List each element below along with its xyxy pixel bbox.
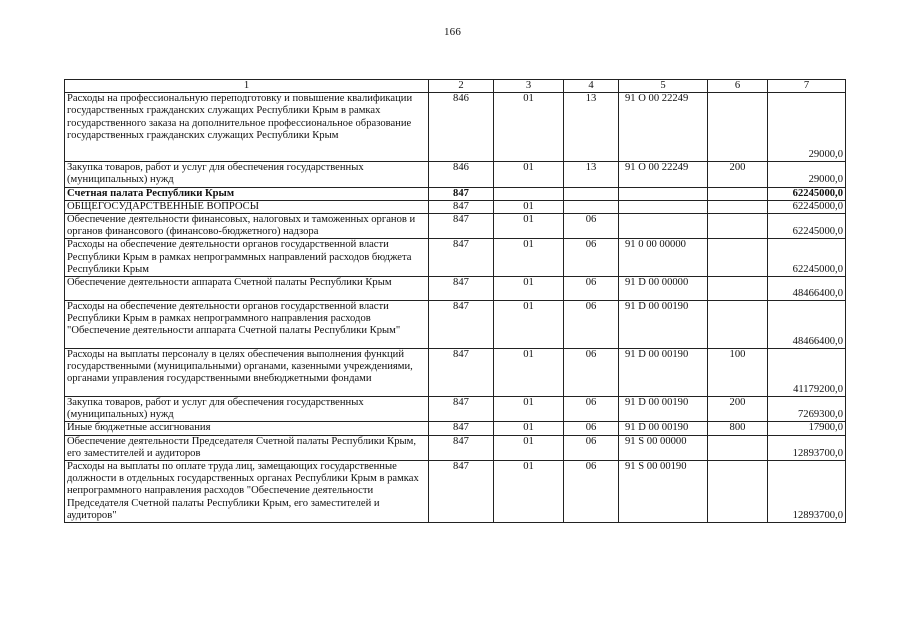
row-code-cell: 847 xyxy=(429,422,494,435)
row-section-cell: 01 xyxy=(494,301,564,349)
row-section-cell: 01 xyxy=(494,397,564,422)
row-subsection-cell: 06 xyxy=(564,301,619,349)
row-expense-type-cell: 200 xyxy=(708,397,768,422)
table-header-row xyxy=(65,80,846,93)
row-target-article-cell: 91 D 00 00000 xyxy=(619,277,708,301)
row-subsection-cell: 06 xyxy=(564,461,619,523)
row-target-article-cell: 91 D 00 00190 xyxy=(619,301,708,349)
row-subsection-cell: 13 xyxy=(564,93,619,162)
row-target-article-cell: 91 D 00 00190 xyxy=(619,397,708,422)
row-section-cell: 01 xyxy=(494,461,564,523)
row-amount-cell: 12893700,0 xyxy=(768,461,846,523)
row-code-cell: 847 xyxy=(429,461,494,523)
row-subsection-cell: 06 xyxy=(564,435,619,460)
row-amount-cell: 17900,0 xyxy=(768,422,846,435)
table-row xyxy=(65,239,846,277)
row-expense-type-cell: 100 xyxy=(708,349,768,397)
row-name-cell: Обеспечение деятельности финансовых, налоговых и таможенных органов и органов финансового (финансово-бюджетного) надзора xyxy=(65,214,429,239)
row-expense-type-cell xyxy=(708,435,768,460)
row-section-cell xyxy=(494,187,564,200)
row-section-cell: 01 xyxy=(494,200,564,213)
row-target-article-cell xyxy=(619,200,708,213)
row-name-cell: Закупка товаров, работ и услуг для обеспечения государственных (муниципальных) нужд xyxy=(65,162,429,187)
header-cell-2: 2 xyxy=(429,80,494,93)
row-subsection-cell: 06 xyxy=(564,397,619,422)
row-amount-cell: 48466400,0 xyxy=(768,301,846,349)
header-cell-4: 4 xyxy=(564,80,619,93)
row-name-cell: Обеспечение деятельности аппарата Счетной палаты Республики Крым xyxy=(65,277,429,301)
row-target-article-cell: 91 S 00 00190 xyxy=(619,461,708,523)
row-amount-cell: 12893700,0 xyxy=(768,435,846,460)
table-row xyxy=(65,93,846,162)
row-section-cell: 01 xyxy=(494,162,564,187)
row-name-cell: Расходы на профессиональную переподготовку и повышение квалификации государственных гражданских служащих Республики Крым в рамках государственного заказа на дополнительное профессиональное образование государственных гражданских служащих Республики Крым xyxy=(65,93,429,162)
row-subsection-cell xyxy=(564,200,619,213)
row-target-article-cell: 91 D 00 00190 xyxy=(619,422,708,435)
table-row xyxy=(65,397,846,422)
row-amount-cell: 29000,0 xyxy=(768,93,846,162)
row-target-article-cell xyxy=(619,214,708,239)
row-expense-type-cell xyxy=(708,187,768,200)
row-name-cell: Закупка товаров, работ и услуг для обеспечения государственных (муниципальных) нужд xyxy=(65,397,429,422)
row-name-cell: Расходы на выплаты по оплате труда лиц, замещающих государственные должности в отдельных государственных органах Республики Крым в рамках непрограммного направления расходов "Обеспечение деятельности Председателя Счетной палаты Республики Крым, его заместителей и аудиторов" xyxy=(65,461,429,523)
row-code-cell: 847 xyxy=(429,301,494,349)
table-row xyxy=(65,435,846,460)
row-amount-cell: 48466400,0 xyxy=(768,277,846,301)
row-name-cell: Иные бюджетные ассигнования xyxy=(65,422,429,435)
row-target-article-cell: 91 0 00 00000 xyxy=(619,239,708,277)
table-row xyxy=(65,277,846,301)
row-section-cell: 01 xyxy=(494,239,564,277)
row-code-cell: 847 xyxy=(429,397,494,422)
row-code-cell: 846 xyxy=(429,162,494,187)
row-section-cell: 01 xyxy=(494,93,564,162)
row-subsection-cell: 06 xyxy=(564,239,619,277)
row-expense-type-cell xyxy=(708,214,768,239)
row-code-cell: 847 xyxy=(429,277,494,301)
header-cell-1: 1 xyxy=(65,80,429,93)
row-subsection-cell: 06 xyxy=(564,214,619,239)
row-expense-type-cell xyxy=(708,277,768,301)
row-code-cell: 847 xyxy=(429,435,494,460)
row-subsection-cell: 13 xyxy=(564,162,619,187)
header-cell-5: 5 xyxy=(619,80,708,93)
row-code-cell: 847 xyxy=(429,239,494,277)
row-target-article-cell: 91 О 00 22249 xyxy=(619,162,708,187)
row-section-cell: 01 xyxy=(494,435,564,460)
row-target-article-cell: 91 D 00 00190 xyxy=(619,349,708,397)
row-expense-type-cell xyxy=(708,200,768,213)
row-expense-type-cell xyxy=(708,461,768,523)
row-amount-cell: 62245000,0 xyxy=(768,239,846,277)
row-name-cell: Расходы на обеспечение деятельности органов государственной власти Республики Крым в рамках непрограммных направлений расходов бюджета Республики Крым xyxy=(65,239,429,277)
row-expense-type-cell: 800 xyxy=(708,422,768,435)
header-cell-3: 3 xyxy=(494,80,564,93)
row-subsection-cell: 06 xyxy=(564,349,619,397)
row-section-cell: 01 xyxy=(494,214,564,239)
row-name-cell: ОБЩЕГОСУДАРСТВЕННЫЕ ВОПРОСЫ xyxy=(65,200,429,213)
row-code-cell: 847 xyxy=(429,187,494,200)
row-section-cell: 01 xyxy=(494,277,564,301)
row-code-cell: 847 xyxy=(429,214,494,239)
row-code-cell: 847 xyxy=(429,349,494,397)
row-expense-type-cell xyxy=(708,239,768,277)
table-row xyxy=(65,214,846,239)
row-amount-cell: 7269300,0 xyxy=(768,397,846,422)
table-row xyxy=(65,200,846,213)
row-amount-cell: 41179200,0 xyxy=(768,349,846,397)
row-expense-type-cell: 200 xyxy=(708,162,768,187)
row-name-cell: Расходы на выплаты персоналу в целях обеспечения выполнения функций государственными (муниципальными) органами, казенными учреждениями, органами управления государственными внебюджетными фондами xyxy=(65,349,429,397)
row-name-cell: Расходы на обеспечение деятельности органов государственной власти Республики Крым в рамках непрограммного направления расходов "Обеспечение деятельности аппарата Счетной палаты Республики Крым" xyxy=(65,301,429,349)
row-target-article-cell: 91 S 00 00000 xyxy=(619,435,708,460)
row-subsection-cell: 06 xyxy=(564,422,619,435)
row-expense-type-cell xyxy=(708,93,768,162)
row-expense-type-cell xyxy=(708,301,768,349)
header-cell-7: 7 xyxy=(768,80,846,93)
table-row xyxy=(65,461,846,523)
row-name-cell: Обеспечение деятельности Председателя Счетной палаты Республики Крым, его заместителей и аудиторов xyxy=(65,435,429,460)
table-row xyxy=(65,422,846,435)
row-subsection-cell xyxy=(564,187,619,200)
table-row xyxy=(65,187,846,200)
row-amount-cell: 62245000,0 xyxy=(768,187,846,200)
row-code-cell: 846 xyxy=(429,93,494,162)
row-amount-cell: 62245000,0 xyxy=(768,200,846,213)
row-section-cell: 01 xyxy=(494,349,564,397)
header-cell-6: 6 xyxy=(708,80,768,93)
row-name-cell: Счетная палата Республики Крым xyxy=(65,187,429,200)
page-number: 166 xyxy=(443,26,462,38)
table-row xyxy=(65,349,846,397)
row-subsection-cell: 06 xyxy=(564,277,619,301)
row-amount-cell: 62245000,0 xyxy=(768,214,846,239)
row-section-cell: 01 xyxy=(494,422,564,435)
table-row xyxy=(65,301,846,349)
budget-table xyxy=(64,79,846,523)
row-amount-cell: 29000,0 xyxy=(768,162,846,187)
row-target-article-cell: 91 О 00 22249 xyxy=(619,93,708,162)
row-code-cell: 847 xyxy=(429,200,494,213)
table-row xyxy=(65,162,846,187)
row-target-article-cell xyxy=(619,187,708,200)
